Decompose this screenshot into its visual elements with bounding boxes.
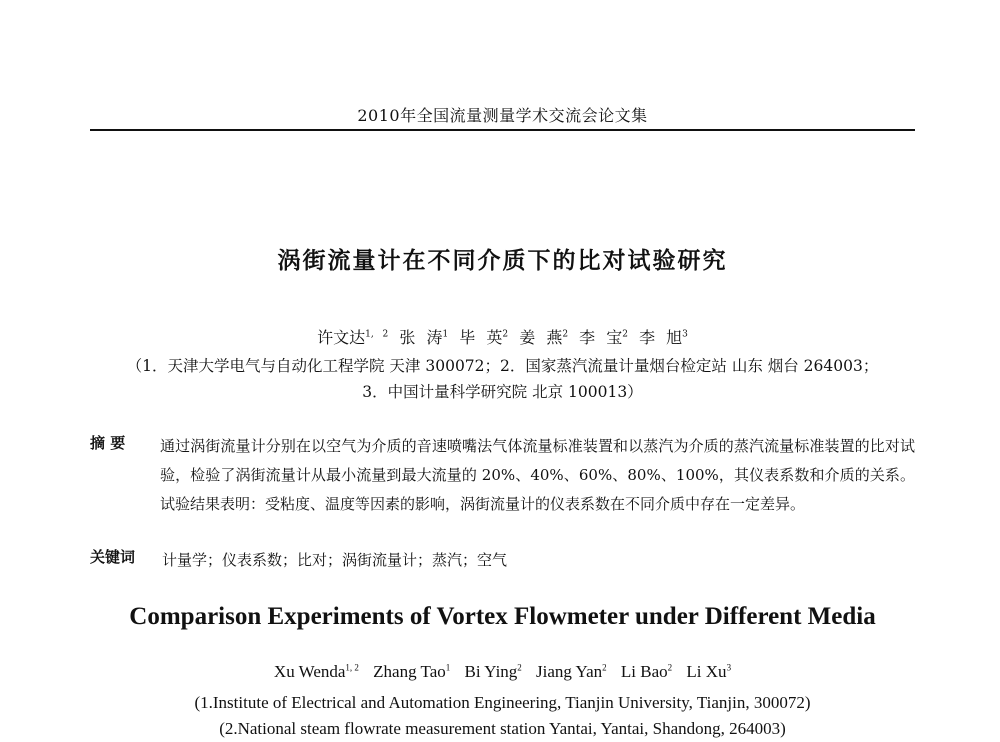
affiliation-line: 3．中国计量科学研究院 北京 100013） bbox=[362, 383, 643, 401]
affiliation-line: (2.National steam flowrate measurement station Yantai, Yantai, Shandong, 264003) bbox=[219, 719, 786, 738]
author: 姜 燕$^2$ bbox=[519, 328, 569, 347]
affiliation-line: (1.Institute of Electrical and Automation Engineering, Tianjin University, Tianjin, 300072) bbox=[194, 693, 811, 712]
author: Bi Ying$^2$ bbox=[464, 662, 522, 681]
keywords bbox=[90, 546, 915, 575]
chinese-affiliations bbox=[90, 353, 915, 405]
header-rule bbox=[90, 129, 915, 131]
chinese-title: 涡街流量计在不同介质下的比对试验研究 bbox=[277, 247, 728, 274]
abstract-label: 摘 要 bbox=[90, 434, 126, 452]
keywords-text: 计量学；仪表系数；比对；涡街流量计；蒸汽；空气 bbox=[162, 551, 508, 569]
author: 许文达$^{1, 2}$ bbox=[317, 328, 389, 347]
author: Jiang Yan$^2$ bbox=[536, 662, 607, 681]
author: Xu Wenda$^{1, 2}$ bbox=[273, 662, 359, 681]
english-affiliations bbox=[90, 690, 915, 742]
author: 李 旭$^3$ bbox=[639, 328, 688, 347]
author: 李 宝$^2$ bbox=[579, 328, 628, 347]
keywords-label: 关键词 bbox=[90, 548, 136, 566]
chinese-authors bbox=[90, 325, 915, 348]
abstract bbox=[90, 432, 915, 519]
author: Zhang Tao$^1$ bbox=[373, 662, 451, 681]
running-header: 2010年全国流量测量学术交流会论文集 bbox=[357, 106, 648, 125]
author: Li Xu$^3$ bbox=[686, 662, 732, 681]
affiliation-line: （1．天津大学电气与自动化工程学院 天津 300072；2．国家蒸汽流量计量烟台检定站 山东 烟台 264003； bbox=[126, 357, 879, 375]
author: 毕 英$^2$ bbox=[459, 328, 509, 347]
english-authors bbox=[90, 662, 915, 682]
author: 张 涛$^1$ bbox=[399, 328, 449, 347]
english-title: Comparison Experiments of Vortex Flowmeter under Different Media bbox=[129, 603, 876, 630]
author: Li Bao$^2$ bbox=[620, 662, 673, 681]
abstract-text: 通过涡街流量计分别在以空气为介质的音速喷嘴法气体流量标准装置和以蒸汽为介质的蒸汽流量标准装置的比对试验，检验了涡街流量计从最小流量到最大流量的 20%、40%、60%、80%、100%，其仪表系数和介质的关系。试验结果表明：受粘度、温度等因素的影响，涡街流量计的仪表系数在不同介质中存在一定差异。 bbox=[160, 437, 915, 513]
